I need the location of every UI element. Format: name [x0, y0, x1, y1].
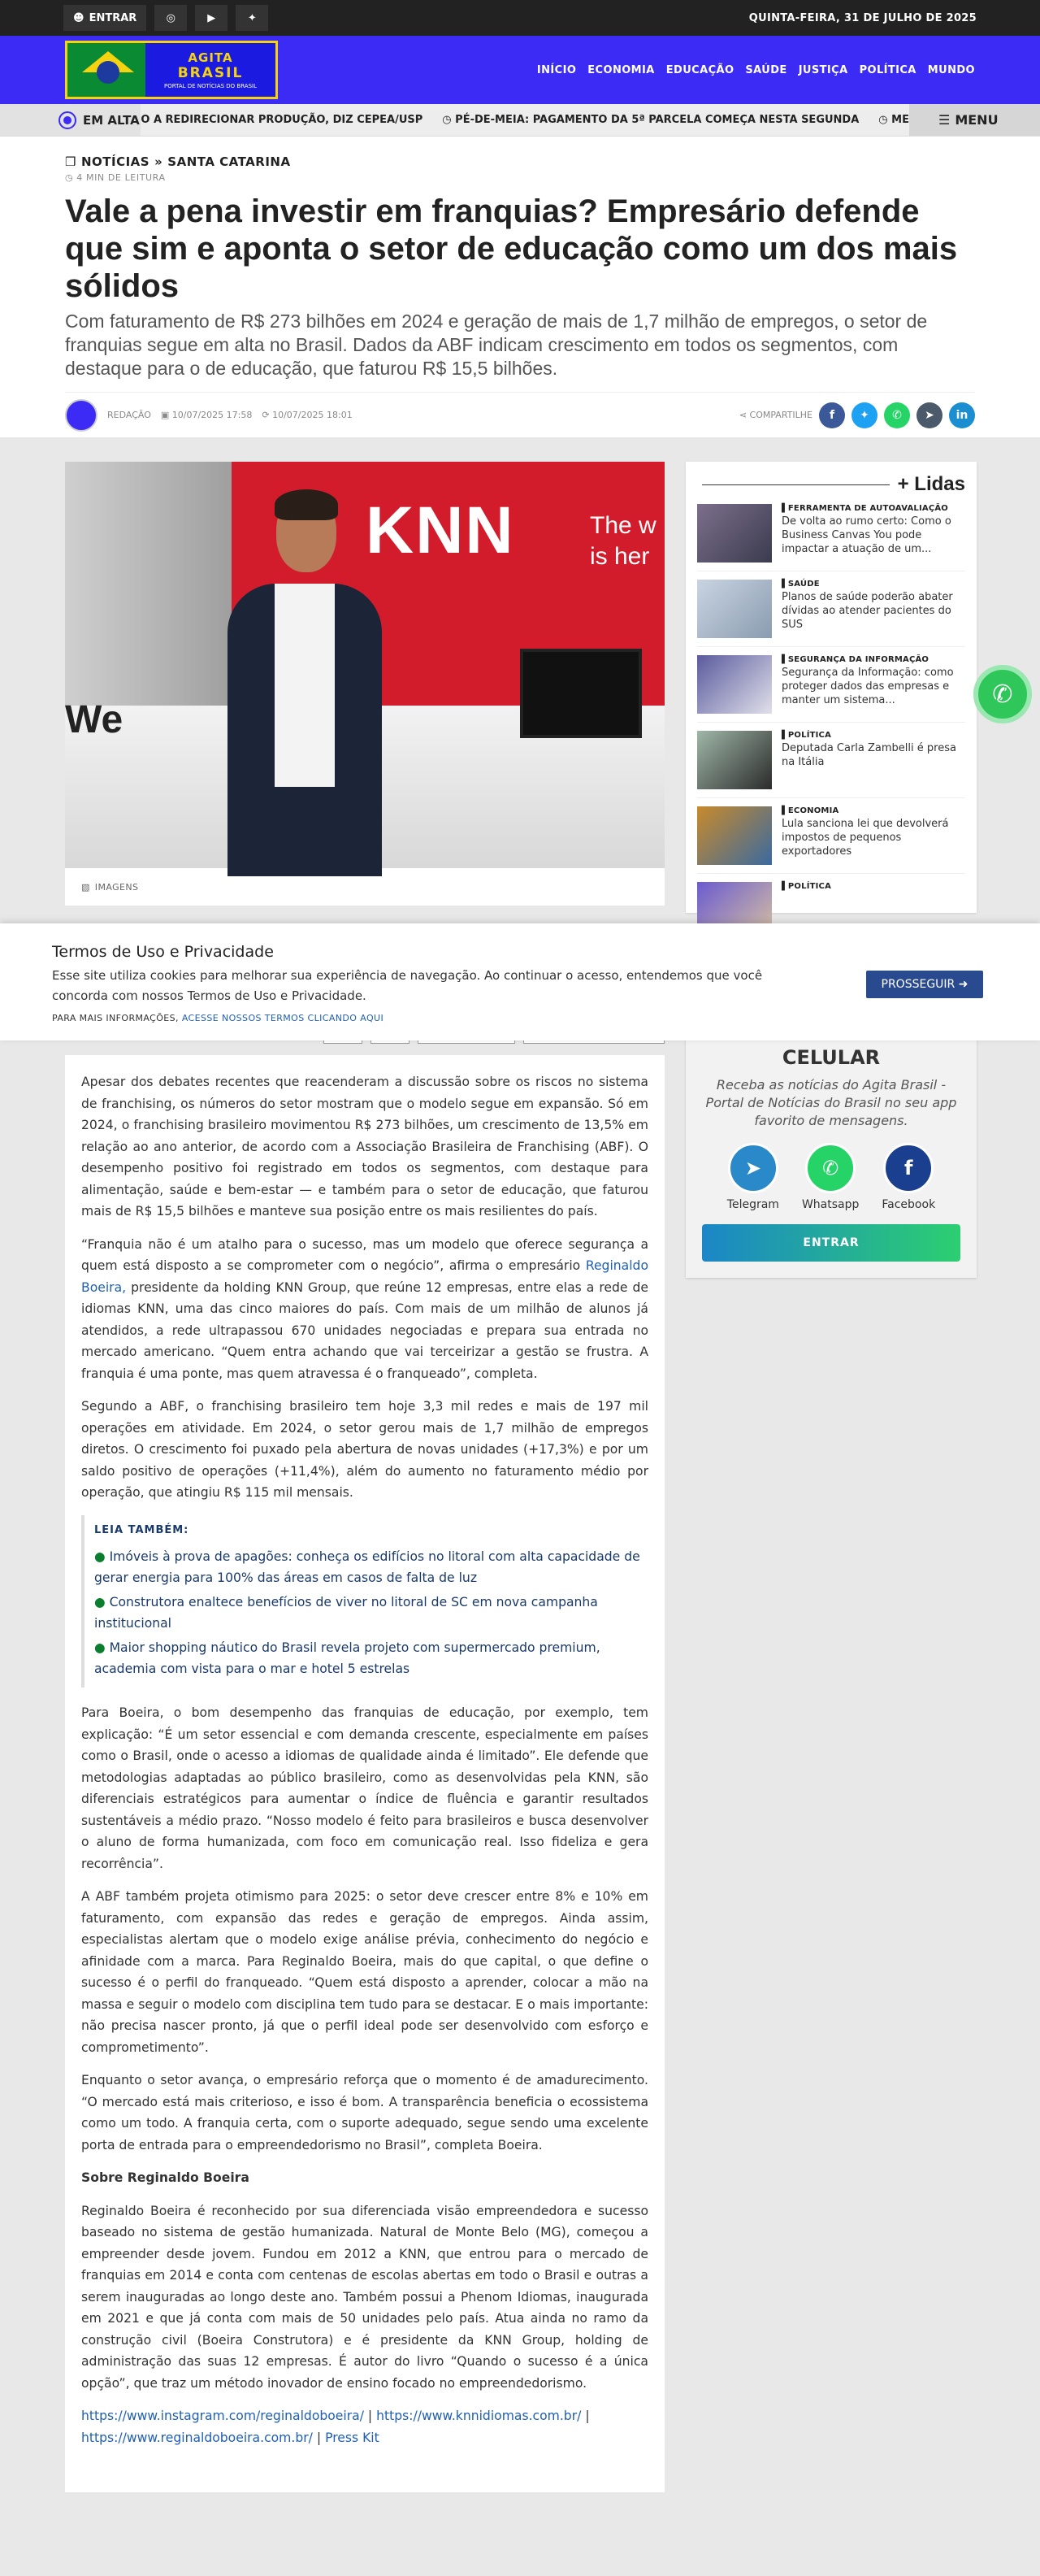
- sidebar: [686, 462, 977, 2492]
- whatsapp-icon: ✆: [805, 1143, 856, 1193]
- image-icon: ▧: [81, 881, 90, 893]
- author-link[interactable]: Reginaldo Boeira,: [81, 1258, 648, 1295]
- photo-caption[interactable]: ▧ IMAGENS: [65, 868, 665, 906]
- twitter-icon[interactable]: ✦: [236, 5, 268, 31]
- paragraph: Apesar dos debates recentes que reacenderam a discussão sobre os riscos no sistema de franchising, os números do setor mostram que o modelo segue em expansão. Só em 2024, o franchising brasileiro movimentou R$ 273 bilhões, um crescimento de 13,5% em relação ao ano anterior, de acordo com a Associação Brasileira de Franchising (ABF). O desempenho positivo foi registrado em todos os segmentos, com destaque para alimentação, saúde e bem-estar — e também para o setor de educação, que faturou mais de R$ 15,5 bilhões e manteve sua posição entre os mais resilientes do país.: [81, 1075, 648, 1218]
- trending-label: EM ALTA: [83, 112, 140, 128]
- article-column: [65, 462, 665, 2492]
- article-body: [65, 1055, 665, 2492]
- related-link[interactable]: ● Maior shopping náutico do Brasil revela projeto com supermercado premium, academia com vista para o mar e hotel 5 estrelas: [94, 1637, 648, 1679]
- breadcrumb-subsection[interactable]: SANTA CATARINA: [167, 154, 291, 169]
- list-item[interactable]: ▌ECONOMIA Lula sanciona lei que devolverá impostos de pequenos exportadores: [697, 798, 965, 874]
- read-time: ◷ 4 MIN DE LEITURA: [65, 172, 166, 183]
- top-bar: [0, 0, 1040, 36]
- updated-date: ⟳ 10/07/2025 18:01: [262, 410, 353, 420]
- breadcrumb-section[interactable]: NOTÍCIAS: [80, 154, 150, 169]
- monitor-image: [520, 649, 642, 738]
- article-subtitle: Com faturamento de R$ 273 bilhões em 2024 e geração de mais de 1,7 milhão de empregos, o setor de franquias segue em alta no Brasil. Dados da ABF indicam crescimento em todos os segmentos, com destaque para o de educação, que faturou R$ 15,5 bilhões.: [65, 311, 928, 379]
- article-header: [0, 137, 1040, 437]
- twitter-share-icon[interactable]: ✦: [852, 402, 878, 428]
- proceed-button[interactable]: PROSSEGUIR ➜: [866, 971, 983, 998]
- nav-economia[interactable]: ECONOMIA: [587, 63, 655, 76]
- list-item[interactable]: ▌POLÍTICA Deputada Carla Zambelli é presa na Itália: [697, 723, 965, 798]
- youtube-icon[interactable]: ▶: [195, 5, 228, 31]
- ticker-item[interactable]: ◷ PÉ-DE-MEIA: PAGAMENTO DA 5ª PARCELA COMEÇA NESTA SEGUNDA: [442, 114, 860, 126]
- whatsapp-share-icon[interactable]: ✆: [884, 402, 910, 428]
- telegram-share-icon[interactable]: ➤: [916, 402, 942, 428]
- chevron-right-icon: ➜: [958, 978, 968, 991]
- terms-link[interactable]: ACESSE NOSSOS TERMOS CLICANDO AQUI: [181, 1013, 384, 1023]
- facebook-icon: f: [883, 1143, 934, 1193]
- ticker-item[interactable]: O A REDIRECIONAR PRODUÇÃO, DIZ CEPEA/USP: [141, 114, 423, 126]
- list-item[interactable]: ▌POLÍTICA: [697, 874, 965, 949]
- bar-icon: ▌: [782, 731, 788, 740]
- list-item[interactable]: ▌SEGURANÇA DA INFORMAÇÃO Segurança da Informação: como proteger dados das empresas e manter um sistema...: [697, 647, 965, 723]
- facebook-share-icon[interactable]: f: [819, 402, 845, 428]
- website-link[interactable]: https://www.reginaldoboeira.com.br/: [81, 2430, 313, 2445]
- cube-icon: ❒: [65, 154, 76, 169]
- login-button[interactable]: ☻ ENTRAR: [63, 5, 146, 31]
- nav-saude[interactable]: SAÚDE: [745, 63, 787, 76]
- instagram-link[interactable]: https://www.instagram.com/reginaldoboeira/: [81, 2409, 364, 2423]
- nav-justica[interactable]: JUSTIÇA: [798, 63, 848, 76]
- clock-icon: ◷: [878, 114, 892, 126]
- bar-icon: ▌: [782, 882, 788, 891]
- website-link[interactable]: https://www.knnidiomas.com.br/: [376, 2409, 582, 2423]
- whatsapp-float-icon[interactable]: ✆: [973, 665, 1032, 723]
- author-name[interactable]: REDAÇÃO: [107, 410, 151, 420]
- user-icon: ☻: [73, 11, 84, 24]
- telegram-icon: ➤: [728, 1143, 778, 1193]
- share-icon: ⋖: [739, 410, 750, 420]
- paragraph: Segundo a ABF, o franchising brasileiro tem hoje 3,3 mil redes e mais de 197 mil operações em atividade. Em 2024, o setor gerou mais de 1,7 milhão de empregos diretos. O crescimento foi puxado pela abertura de novas unidades (+17,3%) e por um saldo positivo de operações (+11,4%), além do aumento no faturamento médio por operação, que atingiu R$ 115 mil mensais.: [81, 1399, 648, 1500]
- list-item[interactable]: ▌FERRAMENTA DE AUTOAVALIAÇÃO De volta ao rumo certo: Como o Business Canvas You pode impactar a atuação de um...: [697, 496, 965, 571]
- current-date: QUINTA-FEIRA, 31 DE JULHO DE 2025: [748, 11, 977, 24]
- related-link[interactable]: ● Imóveis à prova de apagões: conheça os edifícios no litoral com alta capacidade de gerar energia para 100% das áreas em casos de falta de luz: [94, 1546, 648, 1588]
- clock-icon: ◷: [65, 172, 77, 183]
- press-kit-link[interactable]: Press Kit: [325, 2430, 379, 2445]
- bar-icon: ▌: [782, 580, 788, 589]
- calendar-icon: ▣: [160, 410, 172, 420]
- list-item[interactable]: ▌SAÚDE Planos de saúde poderão abater dívidas ao atender pacientes do SUS: [697, 571, 965, 647]
- facebook-app-button[interactable]: f Facebook: [882, 1143, 935, 1211]
- about-heading: Sobre Reginaldo Boeira: [81, 2170, 249, 2185]
- external-links: https://www.instagram.com/reginaldoboeira/ | https://www.knnidiomas.com.br/ | https://www.reginaldoboeira.com.br/ | Press Kit: [81, 2409, 590, 2445]
- nav-educacao[interactable]: EDUCAÇÃO: [665, 63, 734, 76]
- related-heading: LEIA TAMBÉM:: [94, 1523, 189, 1536]
- cookie-banner: [0, 923, 1040, 1040]
- paragraph: A ABF também projeta otimismo para 2025: o setor deve crescer entre 8% e 10% em faturamento, com expansão das redes e geração de empregos. Ainda assim, especialistas alertam que o modelo exige análise prévia, conhecimento do negócio e afinidade com a marca. Para Reginaldo Boeira, mais do que capital, o que define o sucesso é o perfil do franqueado. “Quem está disposto a aprender, colocar a mão na massa e seguir o modelo com disciplina tem tudo para se destacar. E o mais importante: não precisa nascer pronto, já que o perfil ideal pode ser desenvolvido com esforço e comprometimento”.: [81, 1889, 648, 2055]
- site-header: [0, 36, 1040, 104]
- person-image: [228, 494, 382, 868]
- live-dot-icon: [58, 111, 76, 129]
- main-area: [0, 437, 1040, 2492]
- paragraph: Para Boeira, o bom desempenho das franquias de educação, por exemplo, tem explicação: “É um setor essencial e com demanda crescente, especialmente em países como o Brasil, onde o acesso a idiomas de qualidade ainda é limitado”. Ele defende que metodologias adaptadas ao público brasileiro, como as desenvolvidas pela KNN, são diferenciais estratégicos para aumentar o índice de fluência e garantir resultados sustentáveis a médio prazo. “Nosso modelo é feito para brasileiros e busca desenvolver o aluno de forma humanizada, com foco em comunicação real. Isso fideliza e gera recorrência”.: [81, 1705, 648, 1871]
- paragraph: “Franquia não é um atalho para o sucesso, mas um modelo que oferece segurança a quem está disposto a se comprometer com o negócio”, afirma o empresário Reginaldo Boeira, presidente da holding KNN Group, que reúne 12 empresas, entre elas a rede de idiomas KNN, uma das cinco maiores do país. Com mais de um milhão de alunos já atendidos, a rede ultrapassou 670 unidades negociadas e prepara sua entrada no mercado americano. “Quem entra achando que vai terceirizar a gestão se frustra. A franquia é uma ponte, mas quem atravessa é o franqueado”, completa.: [81, 1236, 648, 1381]
- bar-icon: ▌: [782, 504, 788, 513]
- photo-tagline: The w is her: [590, 512, 656, 570]
- photo-brand-text: KNN: [366, 493, 515, 567]
- cookie-title: Termos de Uso e Privacidade: [52, 943, 274, 961]
- paragraph: Reginaldo Boeira é reconhecido por sua diferenciada visão empreendedora e sucesso baseado no sistema de gestão humanizada. Natural de Monte Belo (MG), começou a empreender desde jovem. Fundou em 2012 a KNN, que entrou para o mercado de franquias em 2014 e conta com centenas de escolas abertas em todo o Brasil e outras a serem inauguradas ao longo deste ano. Também possui a Phenom Idiomas, inaugurada em 2021 e que já conta com mais de 50 unidades pelo país. Atua ainda no ramo da construção civil (Boeira Construtora) e é presidente da KNN Group, holding de administração das suas 12 empresas. É autor do livro “Quando o sucesso é a única opção”, que traz um método inovador de ensino focado no empreendedorismo.: [81, 2203, 648, 2391]
- instagram-icon[interactable]: ◎: [154, 5, 187, 31]
- most-read-title: + Lidas: [697, 473, 965, 496]
- share-bar: [739, 402, 975, 428]
- trending-ticker: [0, 104, 1040, 137]
- related-links: [81, 1515, 648, 1688]
- article-title: Vale a pena investir em franquias? Empresário defende que sim e aponta o setor de educação como um dos mais sólidos: [65, 193, 958, 304]
- paragraph: Enquanto o setor avança, o empresário reforça que o momento é de amadurecimento. “O mercado está mais criterioso, e isso é bom. A transparência beneficia o ecossistema como um todo. A franquia certa, com o suporte adequado, segue sendo uma excelente porta de entrada para o empreendedorismo no Brasil”, completa Boeira.: [81, 2073, 648, 2152]
- nav-politica[interactable]: POLÍTICA: [859, 63, 916, 76]
- cookie-more: PARA MAIS INFORMAÇÕES, ACESSE NOSSOS TERMOS CLICANDO AQUI: [52, 1013, 384, 1023]
- nav-mundo[interactable]: MUNDO: [927, 63, 975, 76]
- widget-enter-button[interactable]: ENTRAR: [702, 1224, 960, 1262]
- article-photo[interactable]: [65, 462, 665, 868]
- brazil-flag-icon: [67, 43, 145, 97]
- photo-wall-text: We: [65, 698, 124, 741]
- linkedin-share-icon[interactable]: in: [949, 402, 975, 428]
- ticker-item[interactable]: ◷ ME: [878, 114, 909, 126]
- bar-icon: ▌: [782, 655, 788, 664]
- related-link[interactable]: ● Construtora enaltece benefícios de viver no litoral de SC em nova campanha institucional: [94, 1592, 648, 1634]
- chevron-double-icon: »: [154, 154, 163, 169]
- most-read-box: [686, 462, 977, 913]
- published-date: ▣ 10/07/2025 17:58: [160, 410, 253, 420]
- whatsapp-app-button[interactable]: ✆ Whatsapp: [802, 1143, 859, 1211]
- clock-icon: ◷: [442, 114, 456, 126]
- bar-icon: ▌: [782, 806, 788, 815]
- article-meta: [65, 392, 975, 437]
- widget-text: Receba as notícias do Agita Brasil - Portal de Notícias do Brasil no seu app favorito de mensagens.: [705, 1077, 957, 1128]
- telegram-app-button[interactable]: ➤ Telegram: [727, 1143, 779, 1211]
- site-logo[interactable]: AGITA BRASIL PORTAL DE NOTÍCIAS DO BRASIL: [65, 41, 278, 99]
- breadcrumb: [65, 154, 975, 169]
- main-nav: [537, 64, 975, 76]
- nav-inicio[interactable]: INÍCIO: [536, 63, 577, 76]
- share-label: ⋖ COMPARTILHE: [739, 410, 812, 420]
- widget-title: CELULAR: [782, 1046, 881, 1069]
- menu-button[interactable]: ☰ MENU: [909, 104, 1040, 136]
- avatar[interactable]: [65, 399, 98, 432]
- refresh-icon: ⟳: [262, 410, 273, 420]
- hamburger-icon: ☰: [938, 112, 951, 128]
- cookie-text: Esse site utiliza cookies para melhorar sua experiência de navegação. Ao continuar o acesso, entendemos que você concorda com nossos Termos de Uso e Privacidade.: [52, 968, 763, 1003]
